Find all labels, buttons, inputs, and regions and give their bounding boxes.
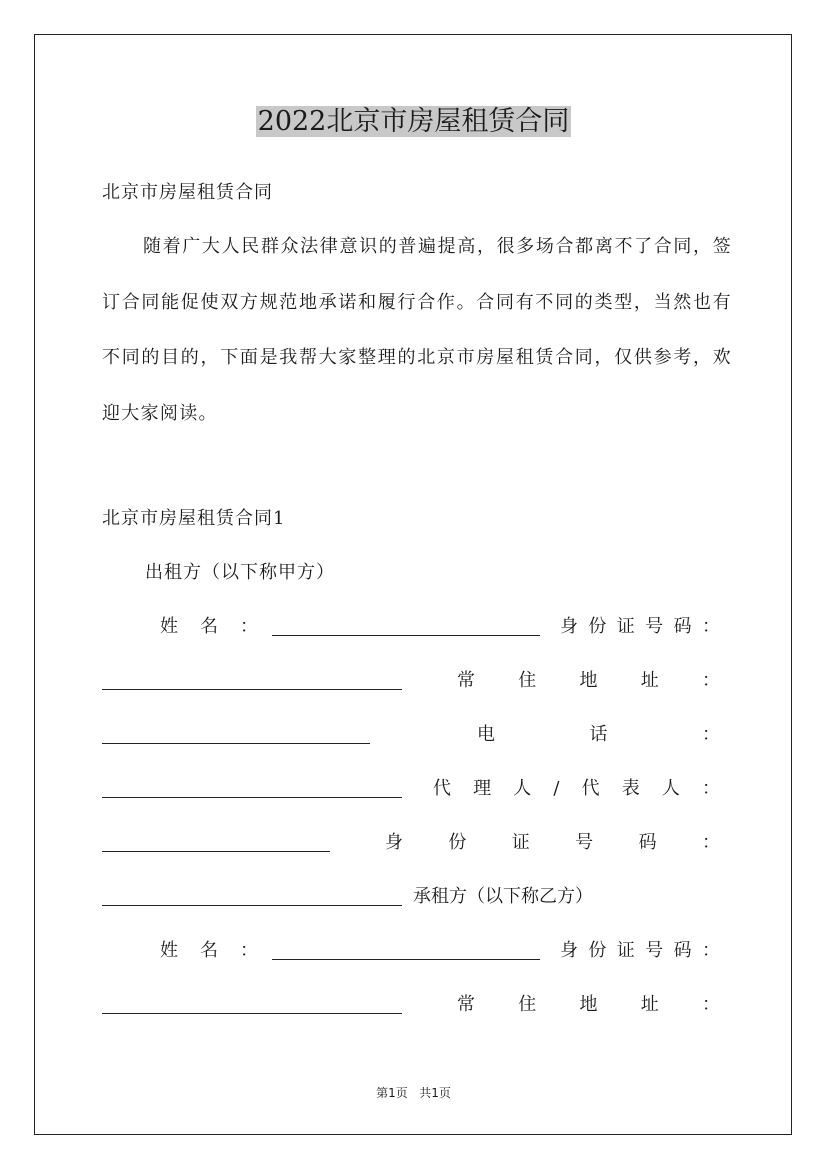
lessee-row <box>102 885 720 909</box>
id-blank[interactable] <box>102 672 402 690</box>
lessor-label: 出租方（以下称甲方） <box>145 562 335 583</box>
lessee-name-blank[interactable] <box>272 942 540 960</box>
lessor-agent-row <box>102 777 720 801</box>
page-total: 共1页 <box>419 1086 451 1100</box>
lessor-address-row <box>102 669 720 693</box>
agent-id-row <box>102 831 720 855</box>
lessee-label: 承租方（以下称乙方） <box>413 886 593 907</box>
lessor-phone-row <box>102 723 720 747</box>
agent-label: 代 理 人 / 代 表 人 ： <box>433 778 720 799</box>
lessee-id-label: 身 份 证 号 码 ： <box>560 940 720 961</box>
phone-label: 电 话 ： <box>477 724 720 745</box>
lessee-address-label: 常 住 地 址 ： <box>457 994 720 1015</box>
lessee-address-row <box>102 993 720 1017</box>
section-heading: 北京市房屋租赁合同 <box>102 182 273 203</box>
document-title: 2022北京市房屋租赁合同 <box>257 106 570 137</box>
address-blank[interactable] <box>102 726 370 744</box>
agent-id-blank[interactable] <box>102 888 402 906</box>
lessor-name-row <box>102 615 720 639</box>
lessee-name-label: 姓 名 ： <box>160 940 258 961</box>
name-blank[interactable] <box>272 618 540 636</box>
agent-blank[interactable] <box>102 834 330 852</box>
phone-blank[interactable] <box>102 780 402 798</box>
intro-paragraph: 随着广大人民群众法律意识的普遍提高，很多场合都离不了合同，签订合同能促使双方规范地承诺和履行合作。合同有不同的类型，当然也有不同的目的，下面是我帮大家整理的北京市房屋租赁合同，仅供参考，欢迎大家阅读。 <box>102 236 732 424</box>
agent-id-label: 身 份 证 号 码 ： <box>385 832 720 853</box>
page-number: 第1页 <box>376 1086 408 1100</box>
lessee-id-blank[interactable] <box>102 996 402 1014</box>
name-label: 姓 名 ： <box>160 616 258 637</box>
address-label: 常 住 地 址 ： <box>457 670 720 691</box>
lessee-name-row <box>102 939 720 963</box>
contract-heading: 北京市房屋租赁合同1 <box>102 508 286 529</box>
id-label: 身 份 证 号 码 ： <box>560 616 720 637</box>
page-footer <box>0 1084 827 1101</box>
